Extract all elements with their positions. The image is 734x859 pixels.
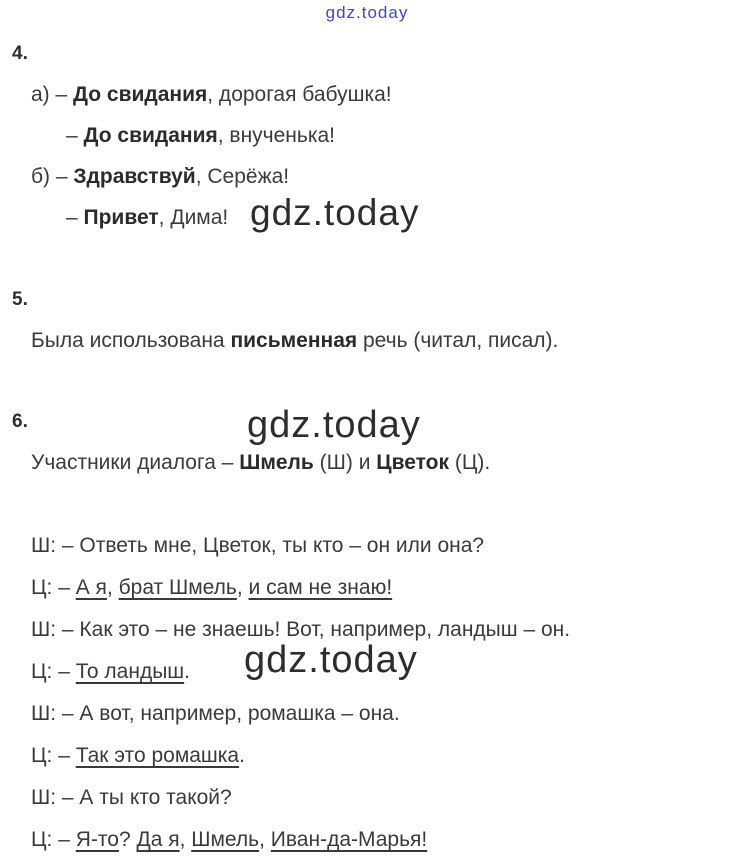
task-6-section xyxy=(0,410,734,859)
underlined-text: Шмель xyxy=(191,828,260,851)
task-6-dialog xyxy=(0,533,734,853)
task-4-line xyxy=(31,82,734,108)
task-4-section xyxy=(0,42,734,246)
watermark-dialog: gdz.today xyxy=(244,639,418,681)
plain-text: а) – xyxy=(31,83,74,106)
task-5-lines xyxy=(0,328,734,354)
underlined-text: Так это ромашка xyxy=(75,744,240,767)
task-5-answer-line xyxy=(31,328,734,354)
dialog-line xyxy=(31,785,734,811)
bold-text: письменная xyxy=(230,329,358,352)
task-6-intro-line xyxy=(31,450,734,476)
plain-text: , Серёжа! xyxy=(195,165,290,188)
dialog-line xyxy=(31,533,734,559)
dialog-line xyxy=(31,701,734,727)
dialog-line xyxy=(31,575,734,601)
plain-text: Ц: – xyxy=(31,744,76,767)
plain-text: Ц: – xyxy=(31,828,76,851)
underlined-text: и сам не знаю! xyxy=(248,576,393,599)
plain-text: – xyxy=(66,206,84,229)
underlined-text: То ландыш xyxy=(75,660,185,683)
plain-text: Ш: – Ответь мне, Цветок, ты кто – он или она? xyxy=(31,534,485,557)
plain-text: ? xyxy=(118,828,137,851)
plain-text: , xyxy=(236,576,249,599)
task-5-number: 5. xyxy=(12,289,28,310)
plain-text: Ш: – А вот, например, ромашка – она. xyxy=(31,702,400,725)
plain-text: – xyxy=(66,124,84,147)
plain-text: (Ц). xyxy=(449,451,491,474)
dialog-line xyxy=(31,617,734,643)
plain-text: , xyxy=(106,576,119,599)
bold-text: Цветок xyxy=(376,451,449,474)
underlined-text: А я xyxy=(75,576,107,599)
task-6-number: 6. xyxy=(12,411,28,432)
underlined-text: Да я xyxy=(136,828,180,851)
plain-text: б) – xyxy=(31,165,74,188)
plain-text: Ш: – А ты кто такой? xyxy=(31,786,232,809)
plain-text: , дорогая бабушка! xyxy=(207,83,392,106)
dialog-line xyxy=(31,743,734,769)
task-4-number: 4. xyxy=(12,43,28,64)
plain-text: , Дима! xyxy=(158,206,229,229)
bold-text: До свидания xyxy=(83,124,218,147)
dialog-line xyxy=(31,659,734,685)
plain-text: , xyxy=(259,828,271,851)
bold-text: Привет xyxy=(83,206,159,229)
watermark-task6: gdz.today xyxy=(247,404,421,446)
underlined-text: Я-то xyxy=(75,828,119,851)
plain-text: Участники диалога – xyxy=(31,451,240,474)
plain-text: , xyxy=(179,828,192,851)
dialog-line xyxy=(31,827,734,853)
task-4-lines xyxy=(0,82,734,231)
plain-text: речь (читал, писал). xyxy=(357,329,559,352)
plain-text: Ц: – xyxy=(31,660,76,683)
plain-text: (Ш) и xyxy=(313,451,377,474)
plain-text: Ш: – Как это – не знаешь! Вот, например, ландыш – он. xyxy=(31,618,571,641)
plain-text: , внученька! xyxy=(217,124,335,147)
task-4-line xyxy=(31,164,734,190)
task-4-line xyxy=(66,205,734,231)
task-6-intro-lines xyxy=(0,450,734,476)
watermark-logo-top: gdz.today xyxy=(325,3,409,22)
plain-text: . xyxy=(184,660,190,683)
bold-text: Шмель xyxy=(239,451,314,474)
plain-text: Была использована xyxy=(31,329,231,352)
underlined-text: Иван-да-Марья! xyxy=(270,828,428,851)
watermark-task4-inline: gdz.today xyxy=(250,192,420,233)
plain-text: Ц: – xyxy=(31,576,76,599)
bold-text: До свидания xyxy=(73,83,208,106)
task-4-line xyxy=(66,123,734,149)
plain-text: . xyxy=(239,744,245,767)
underlined-text: брат Шмель xyxy=(118,576,237,599)
bold-text: Здравствуй xyxy=(73,165,196,188)
task-5-section xyxy=(0,288,734,369)
